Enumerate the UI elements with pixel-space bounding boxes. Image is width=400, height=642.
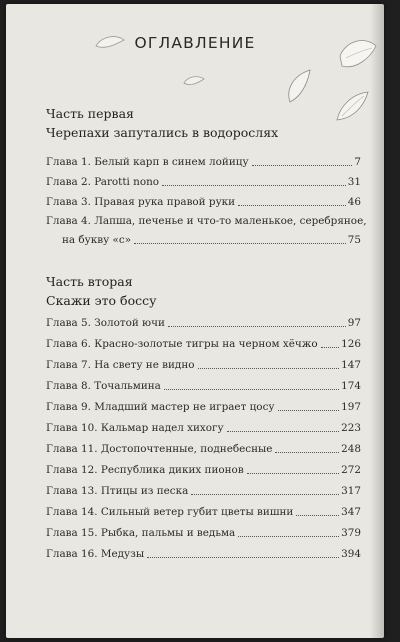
toc-entry[interactable] <box>46 526 361 540</box>
page-shadow <box>370 4 384 638</box>
page-number: 394 <box>341 548 361 560</box>
petal-decoration-icon <box>284 68 314 104</box>
dot-leader <box>247 472 339 474</box>
toc-entry[interactable] <box>62 233 361 247</box>
chapter-title: Глава 9. Младший мастер не играет цосу <box>46 401 275 413</box>
petal-decoration-icon <box>182 74 206 88</box>
toc-entry[interactable] <box>46 175 361 189</box>
page-number: 379 <box>341 527 361 539</box>
toc-entry[interactable] <box>46 337 361 351</box>
toc-entry[interactable] <box>46 316 361 330</box>
page-number: 317 <box>341 485 361 497</box>
page-number: 31 <box>347 176 361 188</box>
part-two-title: Скажи это боссу <box>46 293 157 308</box>
chapter-title: Глава 16. Медузы <box>46 548 145 560</box>
chapter-title: Глава 5. Золотой ючи <box>46 317 165 329</box>
part-one-title: Черепахи запутались в водорослях <box>46 125 279 140</box>
dot-leader <box>198 367 340 369</box>
page-number: 248 <box>341 443 361 455</box>
page-number: 223 <box>341 422 361 434</box>
dot-leader <box>162 184 346 186</box>
page-number: 7 <box>354 156 361 168</box>
chapter-title: Глава 3. Правая рука правой руки <box>46 196 236 208</box>
toc-entry[interactable] <box>46 195 361 209</box>
page-number: 272 <box>341 464 361 476</box>
toc-entry[interactable] <box>46 421 361 435</box>
dot-leader <box>168 325 346 327</box>
dot-leader <box>252 164 353 166</box>
page-number: 347 <box>341 506 361 518</box>
part-two-label: Часть вторая <box>46 274 133 289</box>
page-number: 75 <box>347 234 361 246</box>
dot-leader <box>191 493 339 495</box>
dot-leader <box>147 556 339 558</box>
toc-entry[interactable] <box>46 155 361 169</box>
part-one-label: Часть первая <box>46 106 134 121</box>
chapter-title: Глава 7. На свету не видно <box>46 359 195 371</box>
toc-entry[interactable] <box>46 442 361 456</box>
toc-entry[interactable] <box>46 484 361 498</box>
dot-leader <box>238 204 346 206</box>
toc-entry[interactable] <box>46 379 361 393</box>
dot-leader <box>227 430 340 432</box>
chapter-title: Глава 11. Достопочтенные, поднебесные <box>46 443 273 455</box>
page-title: ОГЛАВЛЕНИЕ <box>134 34 256 52</box>
chapter-title: Глава 13. Птицы из песка <box>46 485 189 497</box>
page-number: 126 <box>341 338 361 350</box>
chapter-title: Глава 1. Белый карп в синем лойицу <box>46 156 249 168</box>
chapter-title: Глава 15. Рыбка, пальмы и ведьма <box>46 527 236 539</box>
page-number: 97 <box>347 317 361 329</box>
toc-entry[interactable] <box>46 463 361 477</box>
chapter-title: Глава 14. Сильный ветер губит цветы вишни <box>46 506 294 518</box>
dot-leader <box>296 514 339 516</box>
page-number: 197 <box>341 401 361 413</box>
page-number: 46 <box>347 196 361 208</box>
page-number: 147 <box>341 359 361 371</box>
page-number: 174 <box>341 380 361 392</box>
chapter-title[interactable]: Глава 4. Лапша, печенье и что-то маленькое, серебряное, <box>46 215 367 227</box>
toc-entry[interactable] <box>46 547 361 561</box>
book-page <box>6 4 384 638</box>
chapter-title: Глава 8. Точальмина <box>46 380 161 392</box>
toc-entry[interactable] <box>46 358 361 372</box>
toc-entry[interactable] <box>46 505 361 519</box>
dot-leader <box>164 388 339 390</box>
dot-leader <box>278 409 340 411</box>
dot-leader <box>134 242 346 244</box>
dot-leader <box>321 346 340 348</box>
chapter-title-continued: на букву «с» <box>62 234 132 246</box>
petal-decoration-icon <box>334 90 370 124</box>
chapter-title: Глава 2. Parotti nono <box>46 176 160 188</box>
chapter-title: Глава 6. Красно-золотые тигры на черном хёчжо <box>46 338 318 350</box>
toc-entry[interactable] <box>46 400 361 414</box>
chapter-title: Глава 12. Республика диких пионов <box>46 464 244 476</box>
dot-leader <box>238 535 339 537</box>
dot-leader <box>275 451 339 453</box>
chapter-title: Глава 10. Кальмар надел хихогу <box>46 422 224 434</box>
